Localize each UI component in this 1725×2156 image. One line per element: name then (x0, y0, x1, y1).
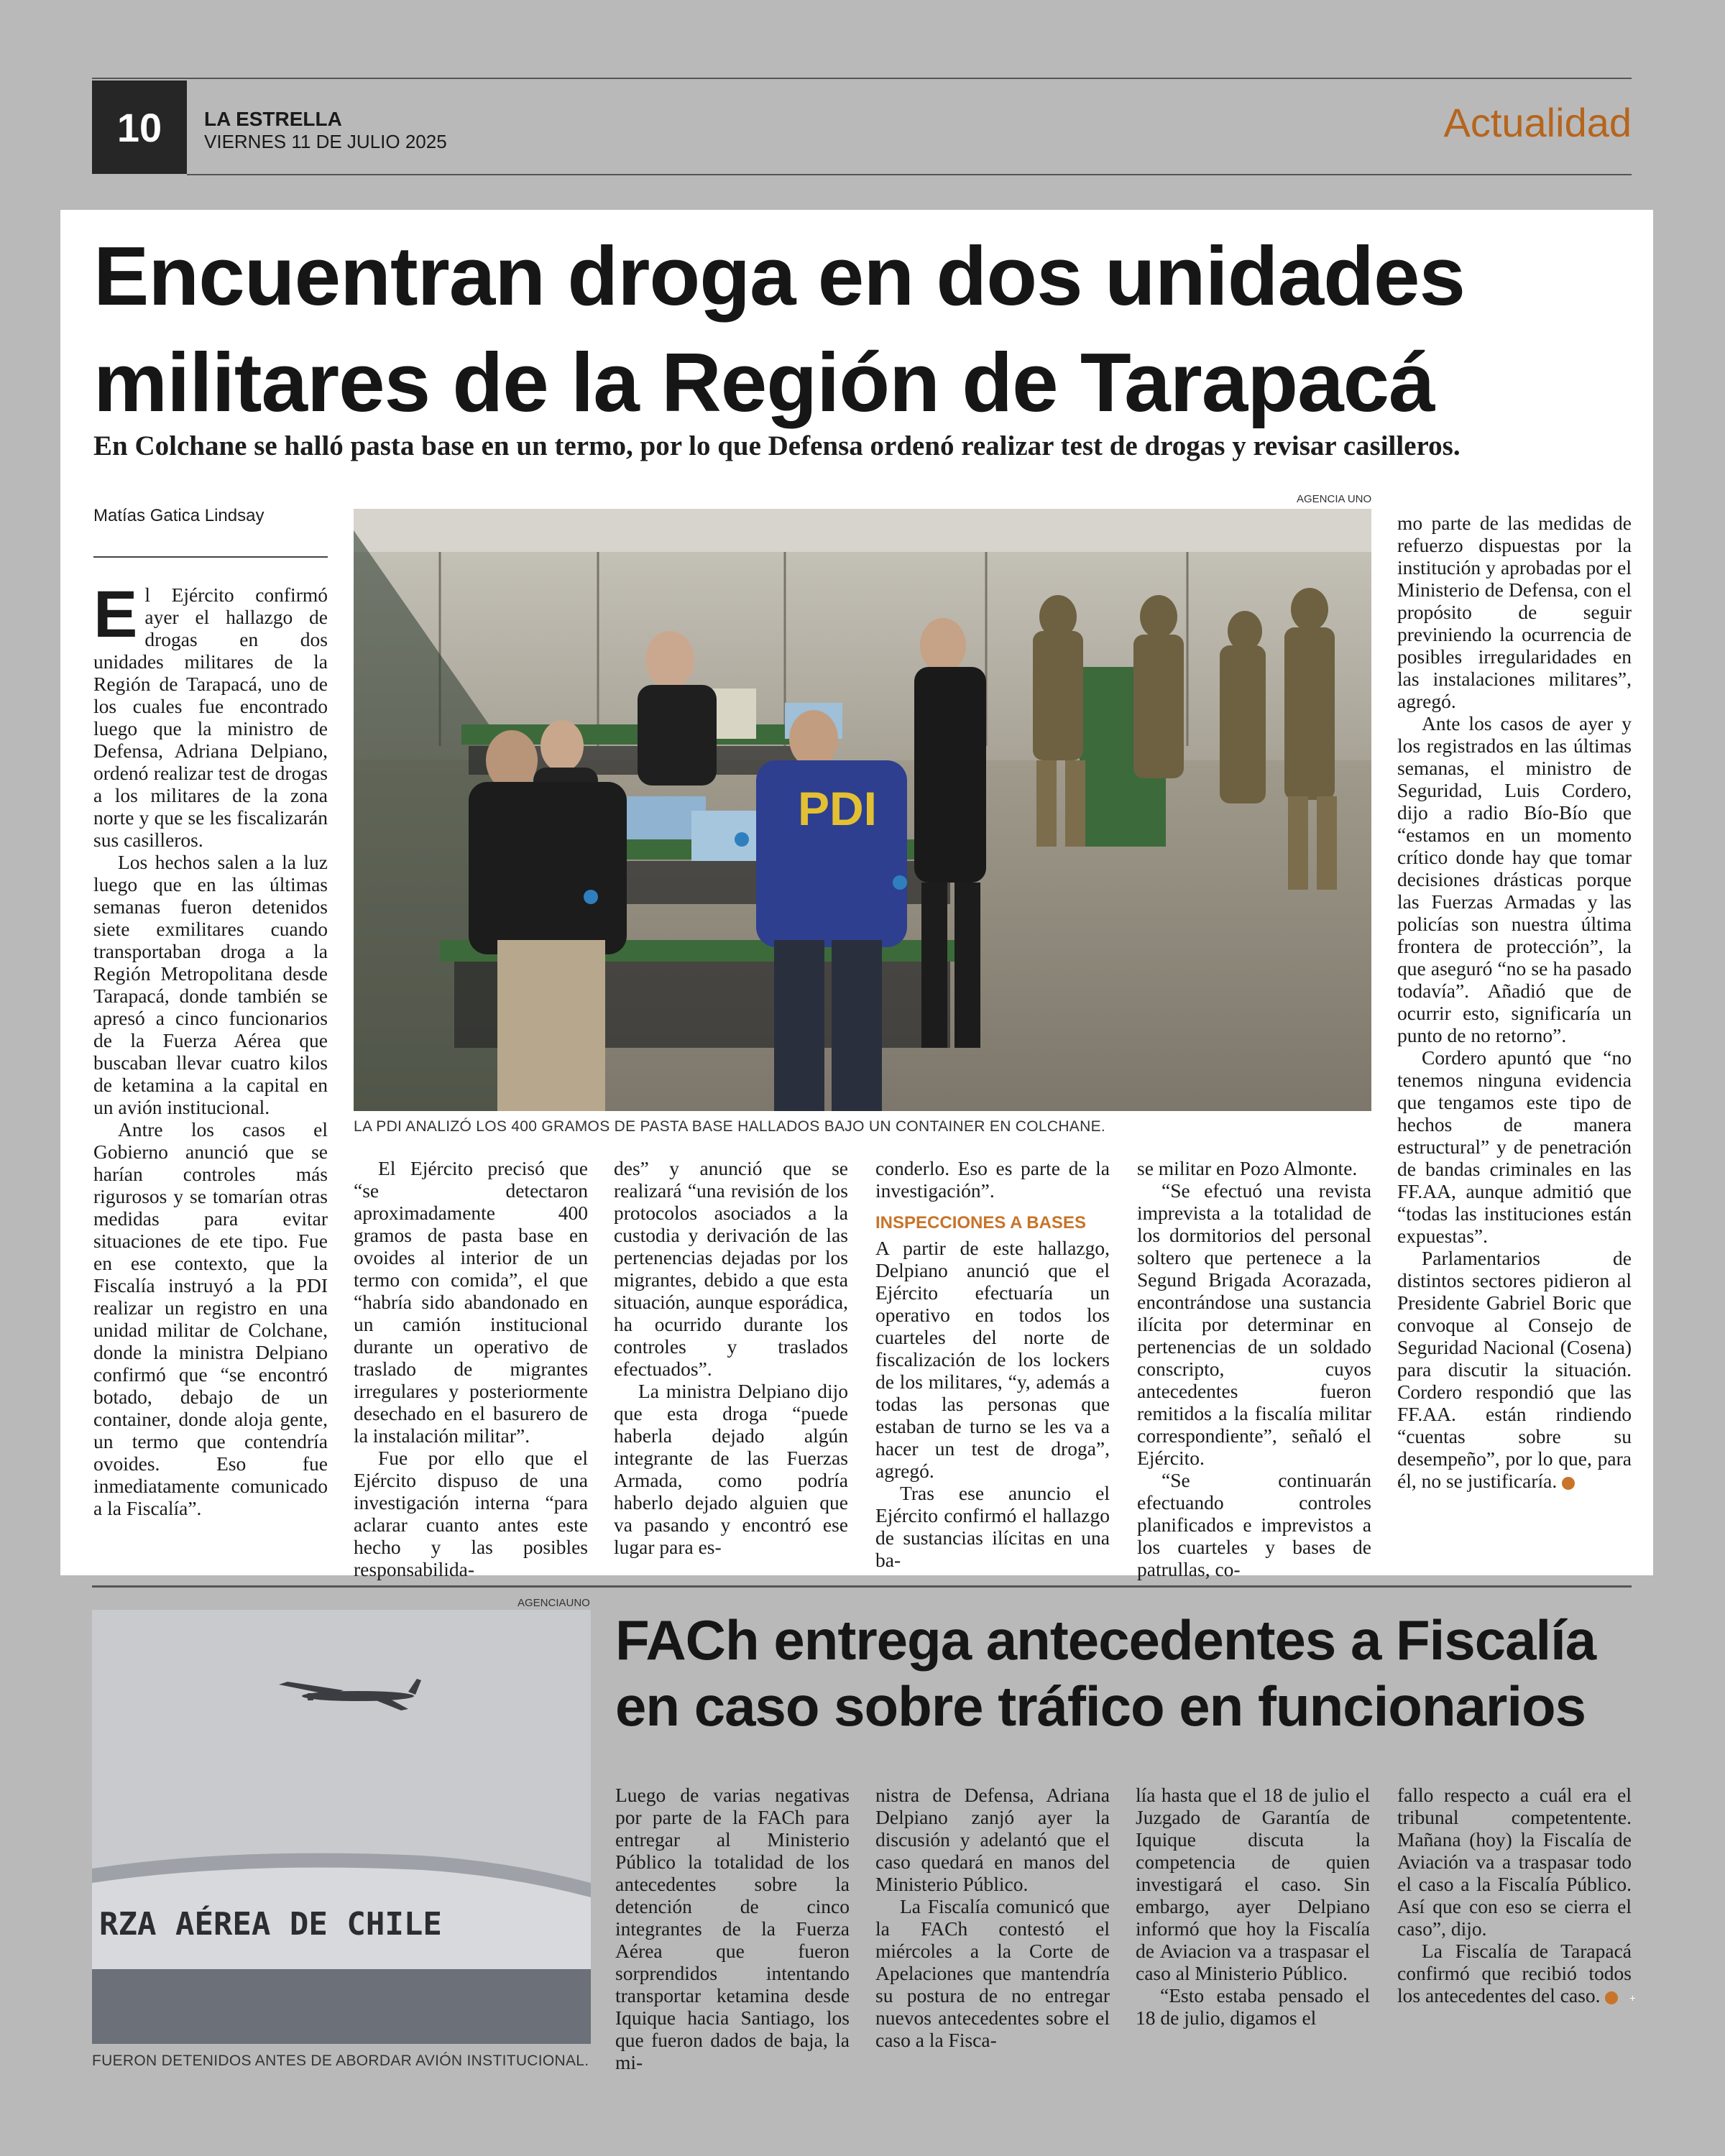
drop-cap: E (93, 578, 138, 651)
paragraph: des” y anunció que se realizará “una revisión de los protocolos asociados a la custodia y derivación de las pertenencias dejadas por los migrantes, debido a que esta situación, aunque esporádica, ha ocurrido durante los controles y traslados efectuados”. (614, 1157, 848, 1380)
photo2-credit: AGENCIAUNO (518, 1597, 590, 1609)
byline: Matías Gatica Lindsay (93, 506, 264, 525)
article1-column-5 (1137, 1157, 1371, 1580)
byline-rule (93, 556, 328, 558)
paragraph: “Esto estaba pensado el 18 de julio, digamos el (1136, 1984, 1370, 2029)
paragraph: Cordero apuntó que “no tenemos ninguna evidencia que tengamos este tipo de hechos de manera estructural” y de penetración de bandas criminales en las FF.AA, aunque admitió que “todas las instituciones están expuestas”. (1397, 1046, 1632, 1247)
article1-column-6 (1397, 512, 1632, 1492)
article1-column-1 (93, 578, 328, 1519)
paragraph: “Se continuarán efectuando controles planificados e imprevistos a los cuarteles y bases de patrullas, co- (1137, 1469, 1371, 1580)
pdi-jacket-text: PDI (798, 782, 878, 835)
photo-credit: AGENCIA UNO (1297, 493, 1372, 505)
paragraph: A partir de este hallazgo, Delpiano anunció que el Ejército efectuaría un operativo en todos los cuarteles del norte de fiscalización de los lockers de los militares, “y, además a todas las personas que estaban de turno se les va a hacer un test de droga”, agregó. (875, 1237, 1110, 1482)
article-divider (92, 1585, 1632, 1588)
header-rule (187, 174, 1632, 175)
paragraph: mo parte de las medidas de refuerzo dispuestas por la institución y aprobadas por el Ministerio de Defensa, con el propósito de seguir previniendo la ocurrencia de posibles irregularidades en las instalaciones militares”, agregó. (1397, 512, 1632, 712)
top-rule (92, 78, 1632, 79)
paragraph: lía hasta que el 18 de julio el Juzgado de Garantía de Iquique discuta la competencia de quien investigará el caso. Sin embargo, ayer Delpiano informó que hoy la Fiscalía de Aviacion va a traspasar el caso al Ministerio Público. (1136, 1784, 1370, 1984)
article1-column-2 (354, 1157, 588, 1580)
paragraph: “Se efectuó una revista imprevista a la totalidad de los dormitorios del personal soltero que pertenece a la Segund Brigada Acorazada, encontrándose una sustancia ilícita por determinar en pertenencias de un soldado conscripto, cuyos antecedentes fueron remitidos a la fiscalía militar correspondiente”, señaló el Ejército. (1137, 1179, 1371, 1469)
end-mark-icon: + (1562, 1477, 1575, 1490)
page-number: 10 (92, 80, 187, 174)
newspaper-name: LA ESTRELLA (204, 108, 342, 130)
article2-column-1 (615, 1784, 850, 2073)
paragraph: Los hechos salen a la luz luego que en las últimas semanas fueron detenidos siete exmilitares cuando transportaban droga a la Región Metropolitana desde Tarapacá, donde también se apresó a cinco funcionarios de la Fuerza Aérea que buscaban llevar cuatro kilos de ketamina a la capital en un avión institucional. (93, 851, 328, 1118)
plane-fuselage-text: RZA AÉREA DE CHILE (99, 1906, 442, 1943)
main-photo-caption: LA PDI ANALIZÓ LOS 400 GRAMOS DE PASTA BASE HALLADOS BAJO UN CONTAINER EN COLCHANE. (354, 1118, 1106, 1135)
article1-column-3 (614, 1157, 848, 1558)
warehouse-scene-illustration (354, 509, 1371, 1111)
paragraph: La Fiscalía comunicó que la FACh contestó el miércoles a la Corte de Apelaciones que mantendría su postura de no entregar nuevos antecedentes sobre el caso a la Fisca- (875, 1895, 1110, 2051)
paragraph: conderlo. Eso es parte de la investigación”. (875, 1157, 1110, 1202)
subhead: INSPECCIONES A BASES (875, 1213, 1086, 1233)
paragraph: Tras ese anuncio el Ejército confirmó el hallazgo de sustancias ilícitas en una ba- (875, 1482, 1110, 1571)
section-label: Actualidad (1443, 100, 1632, 145)
paragraph: Ante los casos de ayer y los registrados en las últimas semanas, el ministro de Seguridad, Luis Cordero, dijo a radio Bío-Bío que “estamos en un momento crítico donde hay que tomar decisiones drásticas porque las Fuerzas Armadas y las policías son nuestra última frontera de protección”, la que aseguró “no se ha pasado todavía”. Añadió que de ocurrir esto, significaría un punto de no retorno”. (1397, 712, 1632, 1046)
article2-column-4 (1397, 1784, 1636, 2007)
article1-column-4 (875, 1157, 1110, 1571)
paragraph: La ministra Delpiano dijo que esta droga “puede haberla dejado algún integrante de las Fuerzas Armada, como podría haberlo dejado alguien que va pasando y encontró ese lugar para es- (614, 1380, 848, 1558)
article2-column-3 (1136, 1784, 1370, 2029)
plane-photo-caption: FUERON DETENIDOS ANTES DE ABORDAR AVIÓN INSTITUCIONAL. (92, 2053, 589, 2069)
main-deck: En Colchane se halló pasta base en un termo, por lo que Defensa ordenó realizar test de drogas y revisar casilleros. (93, 430, 1460, 461)
paragraph: La Fiscalía de Tarapacá confirmó que recibió todos los antecedentes del caso. + (1397, 1940, 1636, 2007)
second-headline: FACh entrega antecedentes a Fiscalía en caso sobre tráfico en funcionarios (615, 1608, 1596, 1738)
plane-photo (92, 1610, 591, 2044)
main-article (60, 210, 1653, 1580)
paragraph: nistra de Defensa, Adriana Delpiano zanjó ayer la discusión y adelantó que el caso quedará en manos del Ministerio Público. (875, 1784, 1110, 1895)
paragraph: El Ejército confirmó ayer el hallazgo de drogas en dos unidades militares de la Región de Tarapacá, uno de los cuales fue encontrado luego que la ministro de Defensa, Adriana Delpiano, ordenó realizar test de drogas a los militares de la zona norte y que se les fiscalizarán sus casilleros. (93, 578, 328, 851)
paragraph: Fue por ello que el Ejército dispuso de una investigación interna “para aclarar cuanto antes este hecho y las posibles responsabilida- (354, 1447, 588, 1580)
paragraph: se militar en Pozo Almonte. (1137, 1157, 1358, 1179)
paragraph: El Ejército precisó que “se detectaron aproximadamente 400 gramos de pasta base en ovoides al interior de un termo con comida”, el que “habría sido abandonado en un camión institucional durante un operativo de traslado de migrantes irregulares y posteriormente desechado en el basurero de la instalación militar”. (354, 1157, 588, 1447)
paragraph: fallo respecto a cuál era el tribunal competentente. Mañana (hoy) la Fiscalía de Aviación va a traspasar todo el caso a la Fiscalía Público. Así que con eso se cierra el caso”, dijo. (1397, 1784, 1632, 1940)
paragraph: Parlamentarios de distintos sectores pidieron al Presidente Gabriel Boric que convoque al Consejo de Seguridad Nacional (Cosena) para discutir la situación. Cordero respondió que las FF.AA. están rindiendo “cuentas sobre su desempeño”, por lo que, para él, no se justificaría. + (1397, 1247, 1632, 1492)
main-headline: Encuentran droga en dos unidades militares de la Región de Tarapacá (93, 229, 1466, 429)
paragraph: Luego de varias negativas por parte de la FACh para entregar al Ministerio Público la totalidad de los antecedentes sobre la detención de cinco integrantes de la Fuerza Aérea que fueron sorprendidos intentando transportar ketamina desde Iquique hacia Santiago, los que fueron dados de baja, la mi- (615, 1784, 850, 2073)
issue-date: VIERNES 11 DE JULIO 2025 (204, 131, 447, 152)
article2-column-2 (875, 1784, 1110, 2051)
main-photo (354, 509, 1371, 1111)
plane-illustration (92, 1610, 591, 2044)
paragraph: Antre los casos el Gobierno anunció que se harían controles más rigurosos y se tomarían otras medidas para evitar situaciones de ete tipo. Fue en ese contexto, que la Fiscalía instruyó a la PDI realizar un registro en una unidad militar de Colchane, donde la ministra Delpiano confirmó que “se encontró botado, debajo de un container, donde aloja gente, un termo que contendría ovoides. Eso fue inmediatamente comunicado a la Fiscalía”. (93, 1118, 328, 1519)
end-mark-icon: + (1605, 1991, 1618, 2004)
